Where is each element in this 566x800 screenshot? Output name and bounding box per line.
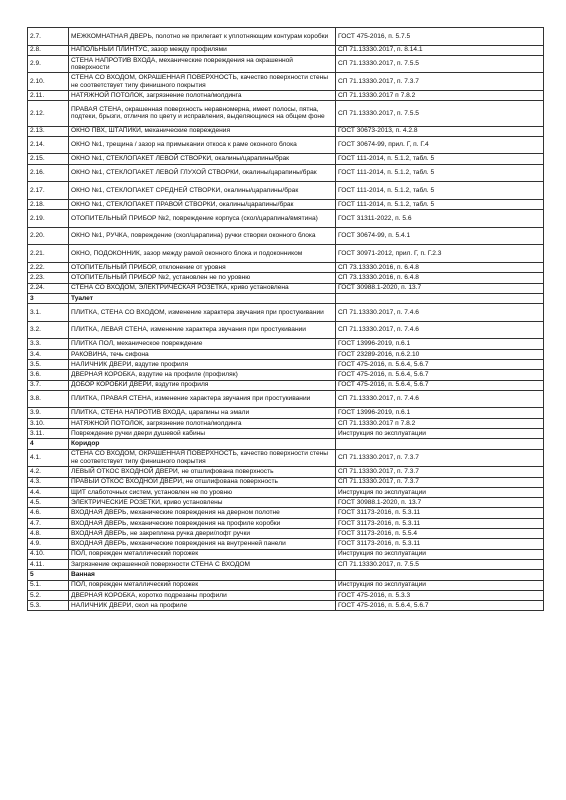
defect-description-cell: ДВЕРНАЯ КОРОБКА, вздутие на профиле (профиляк): [69, 370, 336, 380]
norm-reference-cell: ГОСТ 30673-2013, п. 4.2.8: [336, 126, 544, 136]
defect-description-cell: ОКНО №1, СТЕКЛОПАКЕТ ЛЕВОЙ СТВОРКИ, окалины/царапины/брак: [69, 154, 336, 164]
norm-reference-cell: ГОСТ 31173-2016, п. 5.3.11: [336, 508, 544, 518]
row-number-cell: 2.19.: [28, 210, 69, 228]
defect-description-cell: ПЛИТКА ПОЛ, механическое повреждение: [69, 339, 336, 349]
norm-reference-cell: СП 71.13330.2017, п. 7.3.7: [336, 73, 544, 91]
row-number-cell: 2.11.: [28, 91, 69, 101]
norm-reference-cell: ГОСТ 30674-99, п. 5.4.1: [336, 227, 544, 245]
table-row: [28, 590, 544, 600]
table-row: [28, 498, 544, 508]
row-number-cell: 2.7.: [28, 28, 69, 46]
defect-description-cell: НАПОЛЬНЫЙ ПЛИНТУС, зазор между профилями: [69, 45, 336, 55]
norm-reference-cell: ГОСТ 31173-2016, п. 5.5.4: [336, 529, 544, 539]
defect-description-cell: Повреждение ручки двери душевой кабины: [69, 429, 336, 439]
defect-description-cell: НАЛИЧНИК ДВЕРИ, скол на профиле: [69, 601, 336, 611]
table-row: [28, 304, 544, 322]
norm-reference-cell: СП 71.13330.2017, п. 7.5.5: [336, 101, 544, 126]
row-number-cell: 2.16.: [28, 164, 69, 182]
defect-description-cell: ВХОДНАЯ ДВЕРЬ, механические повреждения на профиле коробки: [69, 518, 336, 528]
table-row: [28, 321, 544, 339]
row-number-cell: 4.8.: [28, 529, 69, 539]
norm-reference-cell: ГОСТ 31311-2022, п. 5.6: [336, 210, 544, 228]
row-number-cell: 5.3.: [28, 601, 69, 611]
row-number-cell: 3.7.: [28, 380, 69, 390]
defect-description-cell: ДВЕРНАЯ КОРОБКА, коротко подрезаны профили: [69, 590, 336, 600]
defect-description-cell: ВХОДНАЯ ДВЕРЬ, не закреплена ручка двери/лофт ручки: [69, 529, 336, 539]
row-number-cell: 4.2.: [28, 467, 69, 477]
row-number-cell: 4.10.: [28, 549, 69, 559]
defect-description-cell: ПОЛ, поврежден металлический порожек: [69, 549, 336, 559]
row-number-cell: 4.9.: [28, 539, 69, 549]
row-number-cell: 3.8.: [28, 390, 69, 408]
defect-description-cell: ПЛИТКА, СТЕНА СО ВХОДОМ, изменение характера звучания при простукивании: [69, 304, 336, 322]
defect-description-cell: ОТОПИТЕЛЬНЫЙ ПРИБОР №2, установлен не по уровню: [69, 273, 336, 283]
table-row: [28, 283, 544, 293]
defect-description-cell: ПЛИТКА, СТЕНА НАПРОТИВ ВХОДА, царапины на эмали: [69, 408, 336, 418]
defect-description-cell: НАТЯЖНОЙ ПОТОЛОК, загрязнение полотна/молдинга: [69, 418, 336, 428]
table-row: [28, 273, 544, 283]
table-row: [28, 55, 544, 73]
norm-reference-cell: [336, 439, 544, 449]
table-row: [28, 390, 544, 408]
defect-description-cell: СТЕНА СО ВХОДОМ, ОКРАШЕННАЯ ПОВЕРХНОСТЬ, качество поверхности стены не соответствует типу финишного покрытия: [69, 73, 336, 91]
row-number-cell: 2.22.: [28, 263, 69, 273]
defect-description-cell: НАЛИЧНИК ДВЕРИ, вздутие профиля: [69, 359, 336, 369]
defect-description-cell: СТЕНА СО ВХОДОМ, ОКРАШЕННАЯ ПОВЕРХНОСТЬ, качество поверхности стены не соответствует типу финишного покрытия: [69, 449, 336, 467]
norm-reference-cell: СП 71.13330.2017, п. 7.4.6: [336, 321, 544, 339]
norm-reference-cell: [336, 570, 544, 580]
defect-description-cell: ПРАВАЯ СТЕНА, окрашенная поверхность неравномерна, имеет полосы, пятна, подтеки, брызги, отличия по цвету и исправления, выделяющиеся на общем фоне: [69, 101, 336, 126]
table-row: [28, 508, 544, 518]
defect-description-cell: ПОЛ, поврежден металлический порожек: [69, 580, 336, 590]
defect-description-cell: Туалет: [69, 293, 336, 303]
norm-reference-cell: ГОСТ 475-2016, п. 5.6.4, 5.6.7: [336, 601, 544, 611]
norm-reference-cell: СП 73.13330.2016, п. 6.4.8: [336, 263, 544, 273]
norm-reference-cell: ГОСТ 30674-99, прил. Г, п. Г.4: [336, 136, 544, 154]
table-row: [28, 487, 544, 497]
norm-reference-cell: Инструкция по эксплуатации: [336, 549, 544, 559]
table-row: [28, 449, 544, 467]
defect-description-cell: ПРАВЫЙ ОТКОС ВХОДНОЙ ДВЕРИ, не отшлифована поверхность: [69, 477, 336, 487]
row-number-cell: 3.2.: [28, 321, 69, 339]
row-number-cell: 5.2.: [28, 590, 69, 600]
table-row: [28, 529, 544, 539]
defect-description-cell: ОКНО №1, СТЕКЛОПАКЕТ ПРАВОЙ СТВОРКИ, окалины/царапины/брак: [69, 199, 336, 209]
row-number-cell: 3.5.: [28, 359, 69, 369]
defect-description-cell: Коридор: [69, 439, 336, 449]
row-number-cell: 4.11.: [28, 559, 69, 569]
row-number-cell: 4.5.: [28, 498, 69, 508]
row-number-cell: 2.12.: [28, 101, 69, 126]
norm-reference-cell: [336, 293, 544, 303]
table-row: [28, 164, 544, 182]
table-row: [28, 429, 544, 439]
row-number-cell: 3.1.: [28, 304, 69, 322]
table-row: [28, 73, 544, 91]
row-number-cell: 5.1.: [28, 580, 69, 590]
table-row: [28, 349, 544, 359]
table-row: [28, 580, 544, 590]
norm-reference-cell: ГОСТ 475-2016, п. 5.6.4, 5.6.7: [336, 380, 544, 390]
row-number-cell: 2.10.: [28, 73, 69, 91]
row-number-cell: 4.7.: [28, 518, 69, 528]
table-row: [28, 154, 544, 164]
table-row: [28, 601, 544, 611]
defect-description-cell: ЩИТ слаботочных систем, установлен не по уровню: [69, 487, 336, 497]
norm-reference-cell: СП 71.13330.2017 п 7.8.2: [336, 91, 544, 101]
row-number-cell: 2.15.: [28, 154, 69, 164]
norm-reference-cell: ГОСТ 31173-2016, п. 5.3.11: [336, 539, 544, 549]
table-row: [28, 380, 544, 390]
table-row: [28, 539, 544, 549]
defect-description-cell: ЛЕВЫЙ ОТКОС ВХОДНОЙ ДВЕРИ, не отшлифована поверхность: [69, 467, 336, 477]
defects-table-body: [28, 28, 544, 611]
row-number-cell: 3.3.: [28, 339, 69, 349]
table-row: [28, 45, 544, 55]
defect-description-cell: ЭЛЕКТРИЧЕСКИЕ РОЗЕТКИ, криво установлены: [69, 498, 336, 508]
row-number-cell: 2.20.: [28, 227, 69, 245]
row-number-cell: 4.4.: [28, 487, 69, 497]
norm-reference-cell: ГОСТ 30988.1-2020, п. 13.7: [336, 498, 544, 508]
defect-description-cell: ОКНО №1, СТЕКЛОПАКЕТ ЛЕВОЙ ГЛУХОЙ СТВОРКИ, окалины/царапины/брак: [69, 164, 336, 182]
norm-reference-cell: СП 71.13330.2017, п. 7.3.7: [336, 477, 544, 487]
norm-reference-cell: СП 71.13330.2017, п. 7.3.7: [336, 449, 544, 467]
defect-description-cell: ВХОДНАЯ ДВЕРЬ, механические повреждения на внутренней панели: [69, 539, 336, 549]
defect-description-cell: ДОБОР КОРОБКИ ДВЕРИ, вздутие профиля: [69, 380, 336, 390]
norm-reference-cell: ГОСТ 475-2016, п. 5.7.5: [336, 28, 544, 46]
table-row: [28, 477, 544, 487]
norm-reference-cell: ГОСТ 111-2014, п. 5.1.2, табл. 5: [336, 182, 544, 200]
norm-reference-cell: ГОСТ 111-2014, п. 5.1.2, табл. 5: [336, 199, 544, 209]
norm-reference-cell: ГОСТ 13996-2019, п.6.1: [336, 408, 544, 418]
row-number-cell: 2.24.: [28, 283, 69, 293]
table-row: [28, 101, 544, 126]
row-number-cell: 5: [28, 570, 69, 580]
table-row: [28, 418, 544, 428]
row-number-cell: 3.10.: [28, 418, 69, 428]
defect-description-cell: ПЛИТКА, ПРАВАЯ СТЕНА, изменение характера звучания при простукивании: [69, 390, 336, 408]
row-number-cell: 4: [28, 439, 69, 449]
row-number-cell: 2.13.: [28, 126, 69, 136]
row-number-cell: 2.23.: [28, 273, 69, 283]
table-row: [28, 359, 544, 369]
norm-reference-cell: ГОСТ 475-2016, п. 5.3.3: [336, 590, 544, 600]
defect-description-cell: РАКОВИНА, течь сифона: [69, 349, 336, 359]
norm-reference-cell: ГОСТ 13996-2019, п.6.1: [336, 339, 544, 349]
section-row: [28, 570, 544, 580]
defect-description-cell: СТЕНА СО ВХОДОМ, ЭЛЕКТРИЧЕСКАЯ РОЗЕТКА, криво установлена: [69, 283, 336, 293]
defect-description-cell: ОКНО ПВХ, ШТАПИКИ, механические повреждения: [69, 126, 336, 136]
defect-description-cell: МЕЖКОМНАТНАЯ ДВЕРЬ, полотно не прилегает к уплотняющим контурам коробки: [69, 28, 336, 46]
defect-description-cell: ПЛИТКА, ЛЕВАЯ СТЕНА, изменение характера звучания при простукивании: [69, 321, 336, 339]
section-row: [28, 293, 544, 303]
row-number-cell: 2.18.: [28, 199, 69, 209]
table-row: [28, 199, 544, 209]
norm-reference-cell: СП 71.13330.2017, п. 7.4.6: [336, 304, 544, 322]
defect-description-cell: Загрязнение окрашенной поверхности СТЕНА С ВХОДОМ: [69, 559, 336, 569]
norm-reference-cell: СП 71.13330.2017, п. 7.5.5: [336, 55, 544, 73]
defect-description-cell: Ванная: [69, 570, 336, 580]
row-number-cell: 4.3.: [28, 477, 69, 487]
norm-reference-cell: Инструкция по эксплуатации: [336, 429, 544, 439]
norm-reference-cell: СП 71.13330.2017, п. 7.3.7: [336, 467, 544, 477]
table-row: [28, 182, 544, 200]
table-row: [28, 408, 544, 418]
table-row: [28, 136, 544, 154]
defect-description-cell: ОКНО №1, СТЕКЛОПАКЕТ СРЕДНЕЙ СТВОРКИ, окалины/царапины/брак: [69, 182, 336, 200]
row-number-cell: 3.6.: [28, 370, 69, 380]
section-row: [28, 439, 544, 449]
norm-reference-cell: ГОСТ 475-2016, п. 5.6.4, 5.6.7: [336, 359, 544, 369]
defect-description-cell: ВХОДНАЯ ДВЕРЬ, механические повреждения на дверном полотне: [69, 508, 336, 518]
defect-description-cell: ОКНО, ПОДОКОННИК, зазор между рамой оконного блока и подоконником: [69, 245, 336, 263]
row-number-cell: 2.17.: [28, 182, 69, 200]
norm-reference-cell: ГОСТ 31173-2016, п. 5.3.11: [336, 518, 544, 528]
table-row: [28, 28, 544, 46]
defect-description-cell: НАТЯЖНОЙ ПОТОЛОК, загрязнение полотна/молдинга: [69, 91, 336, 101]
table-row: [28, 549, 544, 559]
table-row: [28, 370, 544, 380]
norm-reference-cell: ГОСТ 111-2014, п. 5.1.2, табл. 5: [336, 154, 544, 164]
table-row: [28, 339, 544, 349]
table-row: [28, 227, 544, 245]
defects-table: [27, 27, 544, 611]
defect-description-cell: ОТОПИТЕЛЬНЫЙ ПРИБОР, отклонение от уровня: [69, 263, 336, 273]
row-number-cell: 2.8.: [28, 45, 69, 55]
table-row: [28, 126, 544, 136]
norm-reference-cell: ГОСТ 23289-2016, п.6.2.10: [336, 349, 544, 359]
row-number-cell: 4.1.: [28, 449, 69, 467]
norm-reference-cell: СП 73.13330.2016, п. 6.4.8: [336, 273, 544, 283]
norm-reference-cell: СП 71.13330.2017 п 7.8.2: [336, 418, 544, 428]
table-row: [28, 467, 544, 477]
norm-reference-cell: ГОСТ 30988.1-2020, п. 13.7: [336, 283, 544, 293]
defect-description-cell: ОКНО №1, трещина / зазор на примыкании откоса к раме оконного блока: [69, 136, 336, 154]
table-row: [28, 245, 544, 263]
norm-reference-cell: ГОСТ 475-2016, п. 5.6.4, 5.6.7: [336, 370, 544, 380]
defect-description-cell: ОТОПИТЕЛЬНЫЙ ПРИБОР №2, повреждение корпуса (скол/царапина/вмятина): [69, 210, 336, 228]
table-row: [28, 210, 544, 228]
row-number-cell: 3.9.: [28, 408, 69, 418]
table-row: [28, 91, 544, 101]
row-number-cell: 3: [28, 293, 69, 303]
norm-reference-cell: СП 71.13330.2017, п. 7.5.5: [336, 559, 544, 569]
defect-description-cell: ОКНО №1, РУЧКА, повреждение (скол/царапина) ручки створки оконного блока: [69, 227, 336, 245]
row-number-cell: 3.11.: [28, 429, 69, 439]
row-number-cell: 2.9.: [28, 55, 69, 73]
row-number-cell: 2.21.: [28, 245, 69, 263]
table-row: [28, 518, 544, 528]
norm-reference-cell: ГОСТ 30971-2012, прил. Г, п. Г.2.3: [336, 245, 544, 263]
norm-reference-cell: СП 71.13330.2017, п. 7.4.6: [336, 390, 544, 408]
row-number-cell: 4.6.: [28, 508, 69, 518]
table-row: [28, 263, 544, 273]
norm-reference-cell: Инструкция по эксплуатации: [336, 580, 544, 590]
norm-reference-cell: СП 71.13330.2017, п. 8.14.1: [336, 45, 544, 55]
norm-reference-cell: ГОСТ 111-2014, п. 5.1.2, табл. 5: [336, 164, 544, 182]
norm-reference-cell: Инструкция по эксплуатации: [336, 487, 544, 497]
row-number-cell: 3.4.: [28, 349, 69, 359]
defect-description-cell: СТЕНА НАПРОТИВ ВХОДА, механические повреждения на окрашенной поверхности: [69, 55, 336, 73]
table-row: [28, 559, 544, 569]
row-number-cell: 2.14.: [28, 136, 69, 154]
